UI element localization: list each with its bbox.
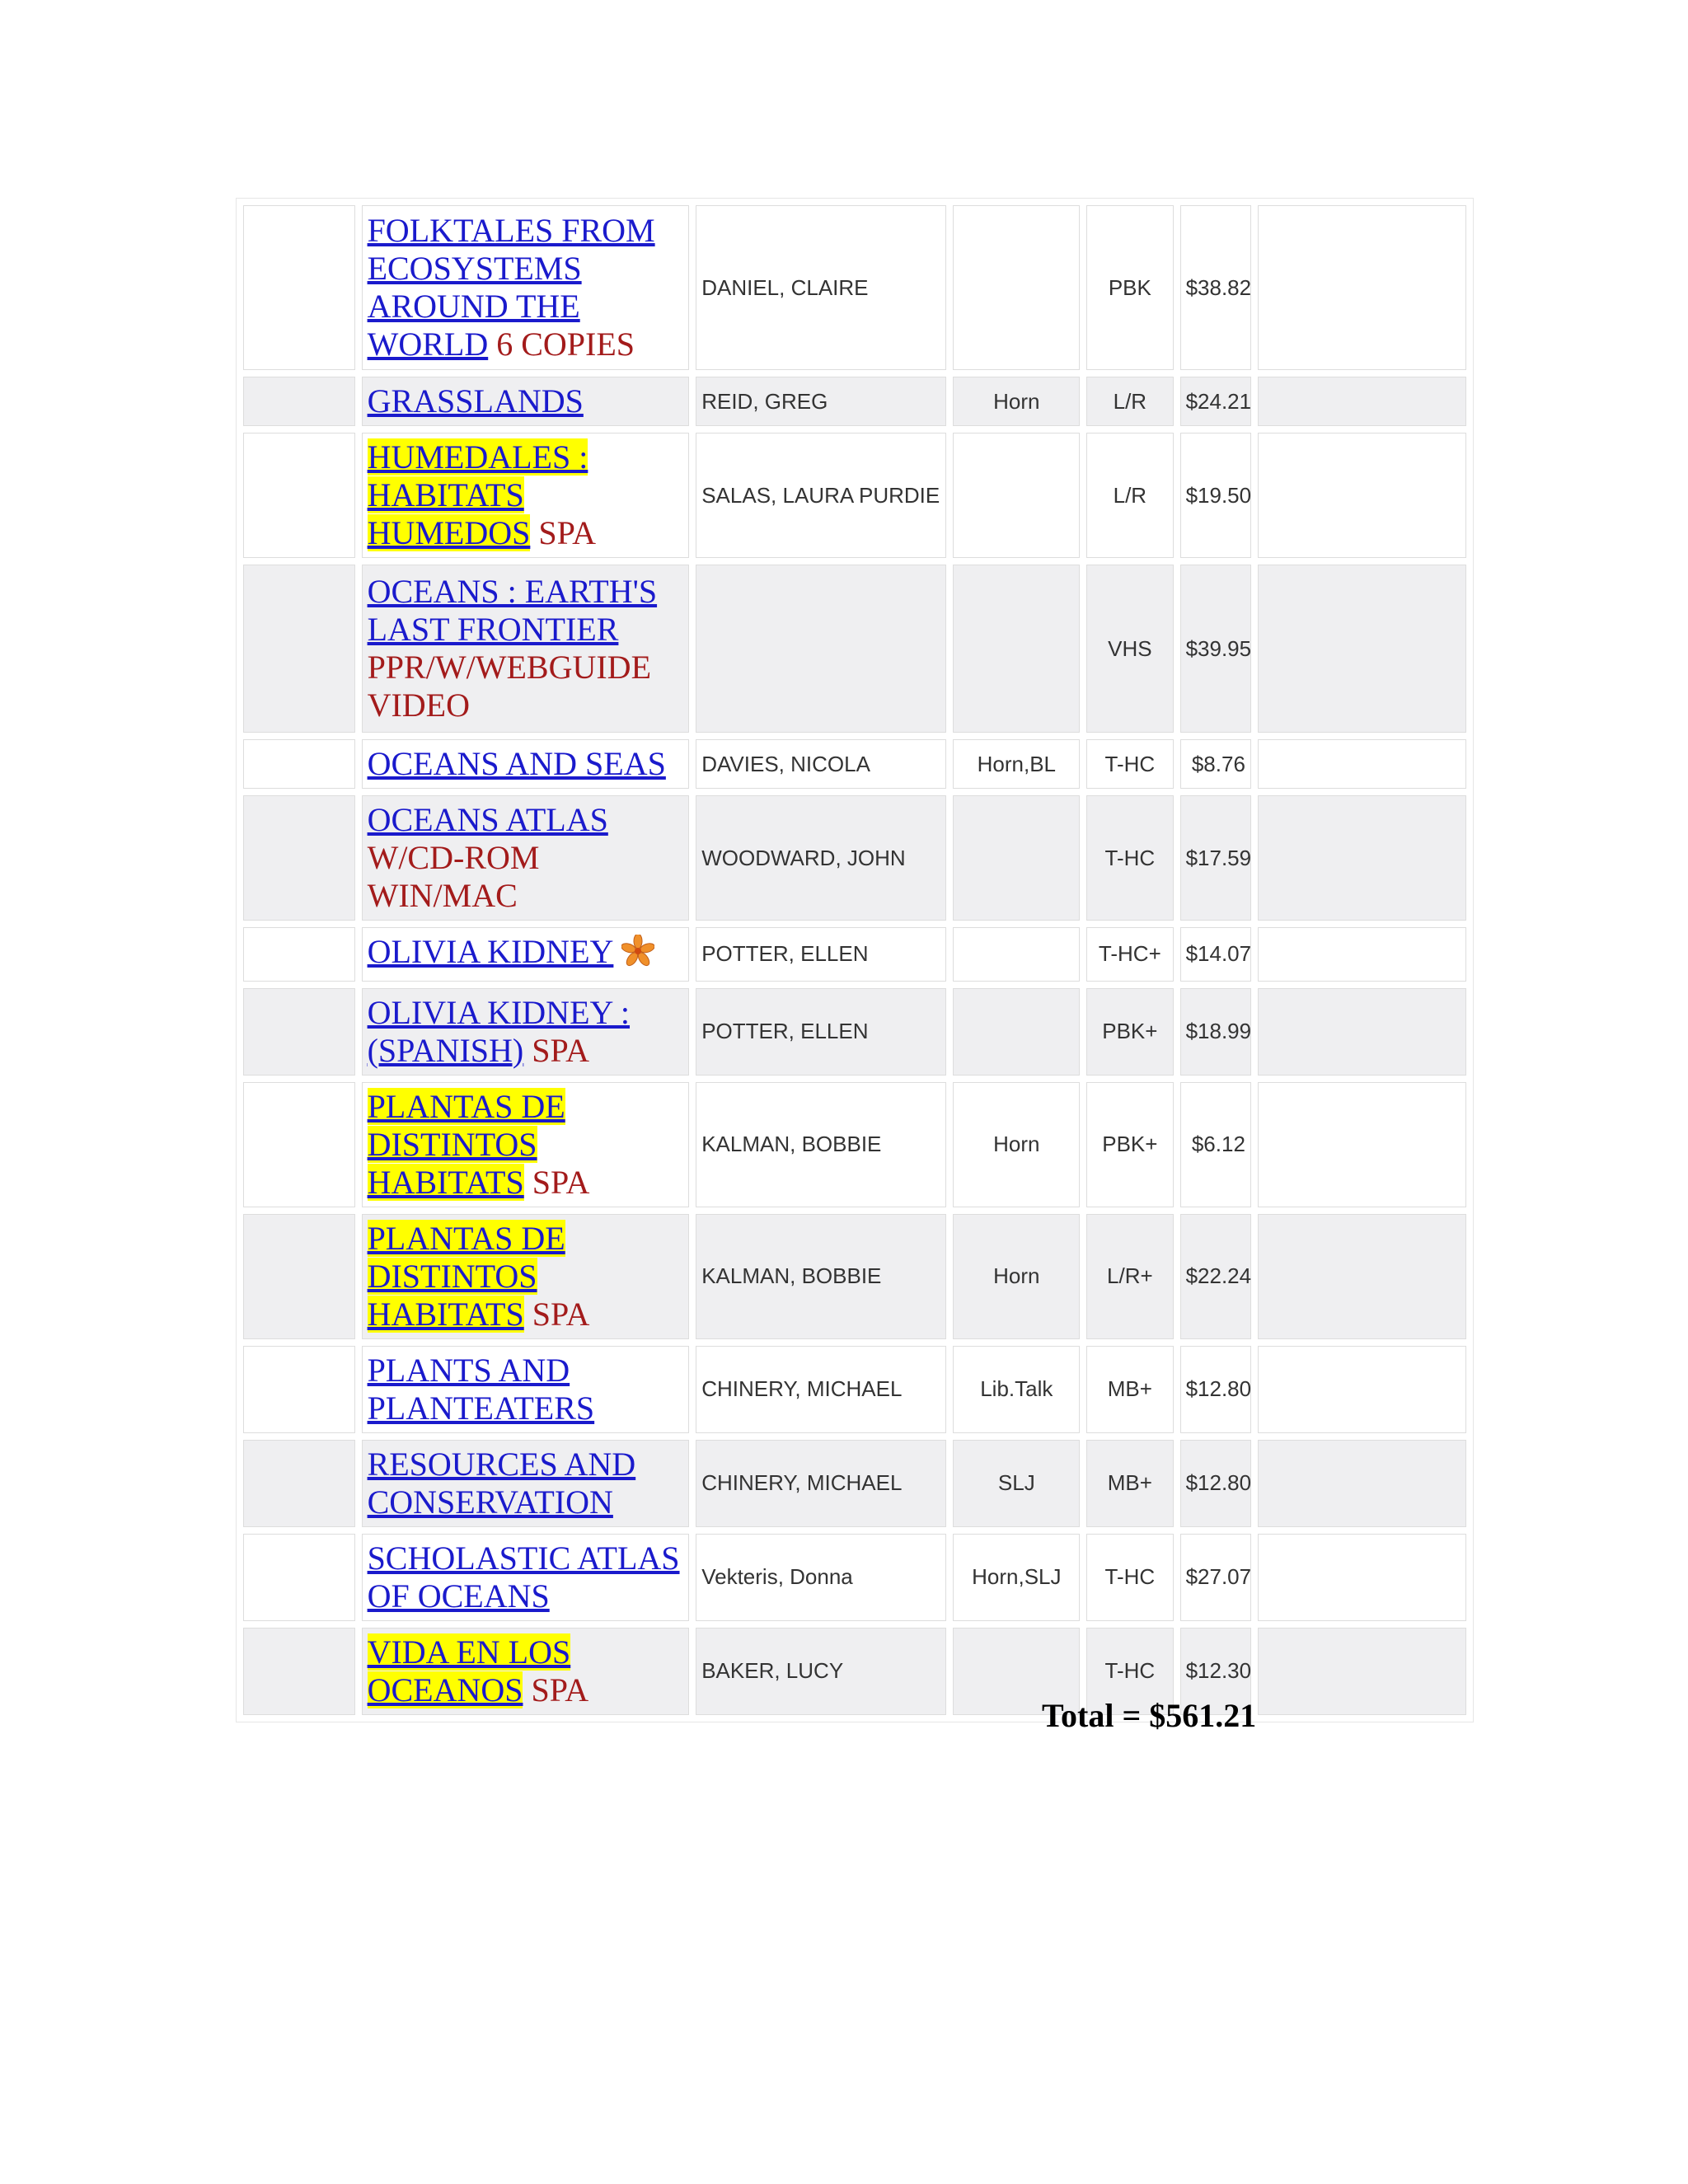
review-cell [953,205,1080,370]
binding-cell: MB+ [1086,1346,1173,1433]
title-text: OLIVIA KIDNEY [367,933,614,970]
author-cell: KALMAN, BOBBIE [696,1214,946,1339]
title-link[interactable] [368,933,614,970]
select-cell [243,205,355,370]
title-cell [362,205,690,370]
quantity-cell[interactable] [1258,988,1466,1076]
table-row [243,1346,1466,1433]
price-cell: $38.82 [1180,205,1251,370]
title-note: SPA [523,1295,590,1333]
binding-cell: PBK+ [1086,1082,1173,1207]
binding-cell: MB+ [1086,1440,1173,1527]
select-cell [243,988,355,1076]
title-cell [362,1346,690,1433]
title-text: GRASSLANDS [367,382,584,419]
title-cell [362,565,690,733]
review-cell [953,795,1080,921]
binding-cell: T-HC [1086,795,1173,921]
author-cell: SALAS, LAURA PURDIE [696,433,946,558]
title-note: 6 COPIES [488,326,635,363]
title-text: DISTINTOS [367,1257,537,1295]
title-cell [362,1082,690,1207]
title-cell [362,1440,690,1527]
title-link[interactable] [368,382,584,419]
price-cell: $24.21 [1180,377,1251,426]
title-link[interactable] [368,801,608,838]
price-cell: $12.80 [1180,1440,1251,1527]
table-row [243,565,1466,733]
binding-cell: L/R [1086,377,1173,426]
title-text: PLANTAS DE [367,1087,565,1125]
price-cell: $8.76 [1180,739,1251,789]
select-cell [243,1214,355,1339]
title-text: DISTINTOS [367,1125,537,1163]
review-cell: Horn [953,1082,1080,1207]
quantity-cell[interactable] [1258,927,1466,982]
author-cell: BAKER, LUCY [696,1628,946,1715]
quantity-cell[interactable] [1258,1628,1466,1715]
author-cell: DANIEL, CLAIRE [696,205,946,370]
title-text: OCEANS ATLAS [367,801,608,838]
quantity-cell[interactable] [1258,1082,1466,1207]
quantity-cell[interactable] [1258,377,1466,426]
title-link[interactable] [368,745,666,782]
title-link[interactable] [368,1446,636,1521]
table-row [243,1440,1466,1527]
title-text: OCEANS : EARTH'S [367,573,658,610]
title-text: SCHOLASTIC ATLAS [367,1539,680,1577]
author-cell: CHINERY, MICHAEL [696,1346,946,1433]
title-cell [362,377,690,426]
price-cell: $19.50 [1180,433,1251,558]
price-cell: $18.99 [1180,988,1251,1076]
title-cell [362,1534,690,1621]
title-note: PPR/W/WEBGUIDE VIDEO [367,649,651,724]
price-cell: $22.24 [1180,1214,1251,1339]
binding-cell: T-HC+ [1086,927,1173,982]
title-text: CONSERVATION [367,1483,613,1521]
table-row [243,1534,1466,1621]
author-cell: POTTER, ELLEN [696,927,946,982]
table-row [243,739,1466,789]
binding-cell: T-HC [1086,1628,1173,1715]
quantity-cell[interactable] [1258,433,1466,558]
title-text: HABITATS [367,476,524,513]
table-row [243,1628,1466,1715]
review-cell [953,565,1080,733]
title-text: AROUND THE [367,288,580,325]
title-text: (SPANISH) [367,1031,524,1069]
binding-cell: PBK+ [1086,988,1173,1076]
review-cell [953,433,1080,558]
title-text: ECOSYSTEMS [367,250,582,287]
author-cell: REID, GREG [696,377,946,426]
title-text: OF OCEANS [367,1577,550,1615]
title-text: HUMEDALES : [367,438,588,476]
review-cell: SLJ [953,1440,1080,1527]
price-cell: $39.95 [1180,565,1251,733]
title-cell [362,988,690,1076]
review-cell: Horn,SLJ [953,1534,1080,1621]
select-cell [243,1082,355,1207]
title-note: SPA [523,1163,590,1201]
title-text: WORLD [367,326,489,363]
title-text: PLANTS AND [367,1351,570,1389]
title-note: SPA [530,514,597,551]
price-cell: $12.80 [1180,1346,1251,1433]
quantity-cell[interactable] [1258,1534,1466,1621]
table-row [243,433,1466,558]
title-link[interactable] [368,1352,595,1427]
quantity-cell[interactable] [1258,1440,1466,1527]
table-row [243,377,1466,426]
select-cell [243,433,355,558]
title-cell [362,927,690,982]
review-cell: Lib.Talk [953,1346,1080,1433]
quantity-cell[interactable] [1258,565,1466,733]
title-text: OLIVIA KIDNEY : [367,993,631,1031]
price-cell: $27.07 [1180,1534,1251,1621]
title-note: W/CD-ROM WIN/MAC [367,839,540,914]
title-text: RESOURCES AND [367,1445,636,1483]
select-cell [243,739,355,789]
order-total: Total = $561.21 [1042,1697,1257,1734]
quantity-cell[interactable] [1258,1214,1466,1339]
author-cell [696,565,946,733]
title-link[interactable] [368,994,630,1069]
title-text: OCEANS AND SEAS [367,745,666,782]
title-cell [362,1214,690,1339]
binding-cell: VHS [1086,565,1173,733]
title-text: PLANTAS DE [367,1219,565,1257]
price-cell: $12.30 [1180,1628,1251,1715]
quantity-cell[interactable] [1258,795,1466,921]
price-cell: $17.59 [1180,795,1251,921]
binding-cell: PBK [1086,205,1173,370]
select-cell [243,1346,355,1433]
quantity-cell[interactable] [1258,205,1466,370]
title-link[interactable] [368,1540,680,1615]
review-cell [953,988,1080,1076]
author-cell: POTTER, ELLEN [696,988,946,1076]
title-text: HABITATS [367,1295,524,1333]
review-cell: Horn,BL [953,739,1080,789]
title-text: LAST FRONTIER [367,611,619,648]
select-cell [243,1534,355,1621]
review-cell: Horn [953,377,1080,426]
title-cell [362,1628,690,1715]
author-cell: DAVIES, NICOLA [696,739,946,789]
select-cell [243,565,355,733]
binding-cell: L/R [1086,433,1173,558]
select-cell [243,1440,355,1527]
author-cell: KALMAN, BOBBIE [696,1082,946,1207]
binding-cell: T-HC [1086,739,1173,789]
select-cell [243,377,355,426]
author-cell: Vekteris, Donna [696,1534,946,1621]
title-cell [362,739,690,789]
title-text: PLANTEATERS [367,1389,595,1427]
title-link[interactable] [368,573,658,648]
title-cell [362,433,690,558]
table-row [243,795,1466,921]
table-row [243,1082,1466,1207]
select-cell [243,795,355,921]
table-row [243,1214,1466,1339]
table-row [243,988,1466,1076]
author-cell: CHINERY, MICHAEL [696,1440,946,1527]
title-note: SPA [523,1671,589,1708]
review-cell [953,927,1080,982]
review-cell: Horn [953,1214,1080,1339]
book-order-table [236,198,1474,1722]
title-text: VIDA EN LOS [367,1633,571,1671]
table-row [243,205,1466,370]
price-cell: $6.12 [1180,1082,1251,1207]
binding-cell: T-HC [1086,1534,1173,1621]
author-cell: WOODWARD, JOHN [696,795,946,921]
title-cell [362,795,690,921]
flower-icon [621,935,654,976]
table-row [243,927,1466,982]
title-text: OCEANOS [367,1671,523,1708]
quantity-cell[interactable] [1258,1346,1466,1433]
quantity-cell[interactable] [1258,739,1466,789]
title-note: SPA [523,1031,589,1069]
title-text: HUMEDOS [367,514,531,551]
binding-cell: L/R+ [1086,1214,1173,1339]
select-cell [243,927,355,982]
title-text: FOLKTALES FROM [367,212,655,249]
select-cell [243,1628,355,1715]
price-cell: $14.07 [1180,927,1251,982]
title-text: HABITATS [367,1163,524,1201]
